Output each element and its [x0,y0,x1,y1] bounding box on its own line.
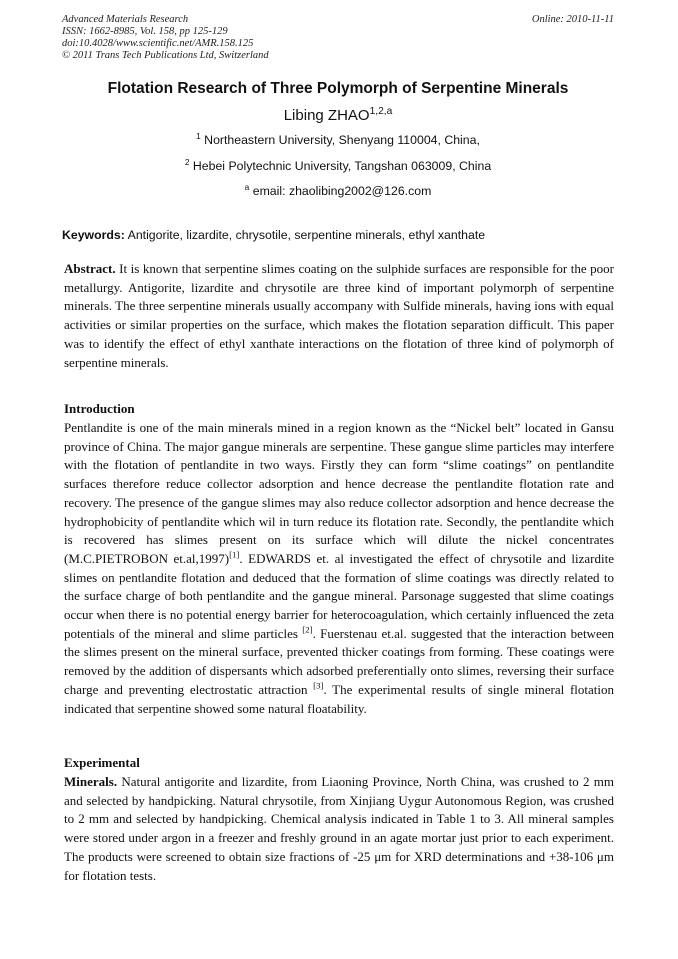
intro-text-3: . Fuerstenau et.al. suggested that the interaction between the slimes present on the mineral surface, prevented thicker coatings from forming. These coatings were removed by the addition of dispersants which adsorbed preferentially onto slimes, reversing their surface charge and preventing electrostatic attraction [64,625,614,697]
keywords-text: Antigorite, lizardite, chrysotile, serpentine minerals, ethyl xanthate [124,228,486,242]
abstract-text: It is known that serpentine slimes coating on the sulphide surfaces are responsible for the poor metallurgy. Antigorite, lizardite and chrysotile are three kind of important polymorph of serpentine minerals. The three serpentine minerals usually accompany with Sulfide minerals, having ions with equal activities or similar properties on the surface, which makes the flotation separation difficult. This paper was to identify the effect of ethyl xanthate interactions on the flotation of three kind of polymorph of serpentine minerals. [64,261,614,370]
affiliation-1-sup: 1 [196,130,201,141]
online-date: Online: 2010-11-11 [531,14,614,25]
running-header [62,14,614,62]
journal-name: Advanced Materials Research [62,14,189,25]
intro-text-4: . The experimental results of single mineral flotation indicated that serpentine showed some natural floatability. [64,681,615,716]
affiliation-1-text: Northeastern University, Shenyang 110004, China, [200,133,480,147]
keywords [62,228,622,242]
author-name: Libing ZHAO [283,107,370,124]
ref-2: [2] [302,624,313,635]
ref-3: [3] [313,680,324,691]
abstract [64,260,614,372]
affiliation-2-sup: 2 [184,156,190,167]
paper-title: Flotation Research of Three Polymorph of Serpentine Minerals [107,80,569,97]
experimental-heading: Experimental [64,755,140,770]
author-line [62,107,614,124]
doi-line: doi:10.4028/www.scientific.net/AMR.158.125 [62,38,254,49]
introduction-paragraph [64,419,614,718]
introduction-heading: Introduction [64,401,135,416]
intro-text-1: Pentlandite is one of the main minerals mined in a region known as the “Nickel belt” located in Gansu province of China. The major gangue minerals are serpentine. These gangue slime particles may interfere with the flotation of pentlandite in two ways. Firstly they can form “slime coatings” on pentlandite surfaces therefore reduce collector adsorption and hence decrease the pentlandite flotation rate and recovery. The presence of the gangue slimes may also reduce collector adsorption and hence decrease the hydrophobicity of pentlandite which wil in turn reduce its flotation rate. Secondly, the pentlandite which is recovered has slimes present on its surface which will dilute the nickel concentrates (M.C.PIETROBON et.al,1997) [64,420,614,566]
affiliation-email-sup: a [244,181,250,192]
affiliation-2-text: Hebei Polytechnic University, Tangshan 063009, China [189,159,492,173]
minerals-text: Natural antigorite and lizardite, from Liaoning Province, North China, was crushed to 2 mm and selected by handpicking. Natural chrysotile, from Xinjiang Uygur Autonomous Region, was crushed to 2 mm and selected by handpicking. Chemical analysis indicated in Table 1 to 3. All mineral samples were stored under argon in a freezer and freshly ground in an agate mortar just prior to each experiment. The products were screened to obtain size fractions of -25 μm for XRD determinations and +38-106 μm for flotation tests. [64,774,614,883]
issn-line: ISSN: 1662-8985, Vol. 158, pp 125-129 [62,26,228,37]
copyright-line: © 2011 Trans Tech Publications Ltd, Switzerland [62,50,269,61]
email-text: email: zhaolibing2002@126.com [249,184,432,198]
minerals-label: Minerals. [64,774,118,789]
intro-text-2: . EDWARDS et. al investigated the effect of chrysotile and lizardite slimes on pentlandite flotation and deduced that the formation of slime coatings was directly related to the surface charge of both pentlandite and the gangue mineral. Parsonage suggested that slime coatings occur when there is no potential energy barrier for heterocoagulation, which certainly influenced the zeta potentials of the mineral and slime particles [64,550,614,641]
affiliation-email [62,181,614,198]
experimental-paragraph [64,773,614,885]
abstract-label: Abstract. [64,261,116,276]
affiliation-2 [62,156,614,173]
author-sup: 1,2,a [369,106,393,117]
affiliation-1 [62,130,614,147]
keywords-label: Keywords: [62,228,125,242]
ref-1: [1] [229,549,240,560]
